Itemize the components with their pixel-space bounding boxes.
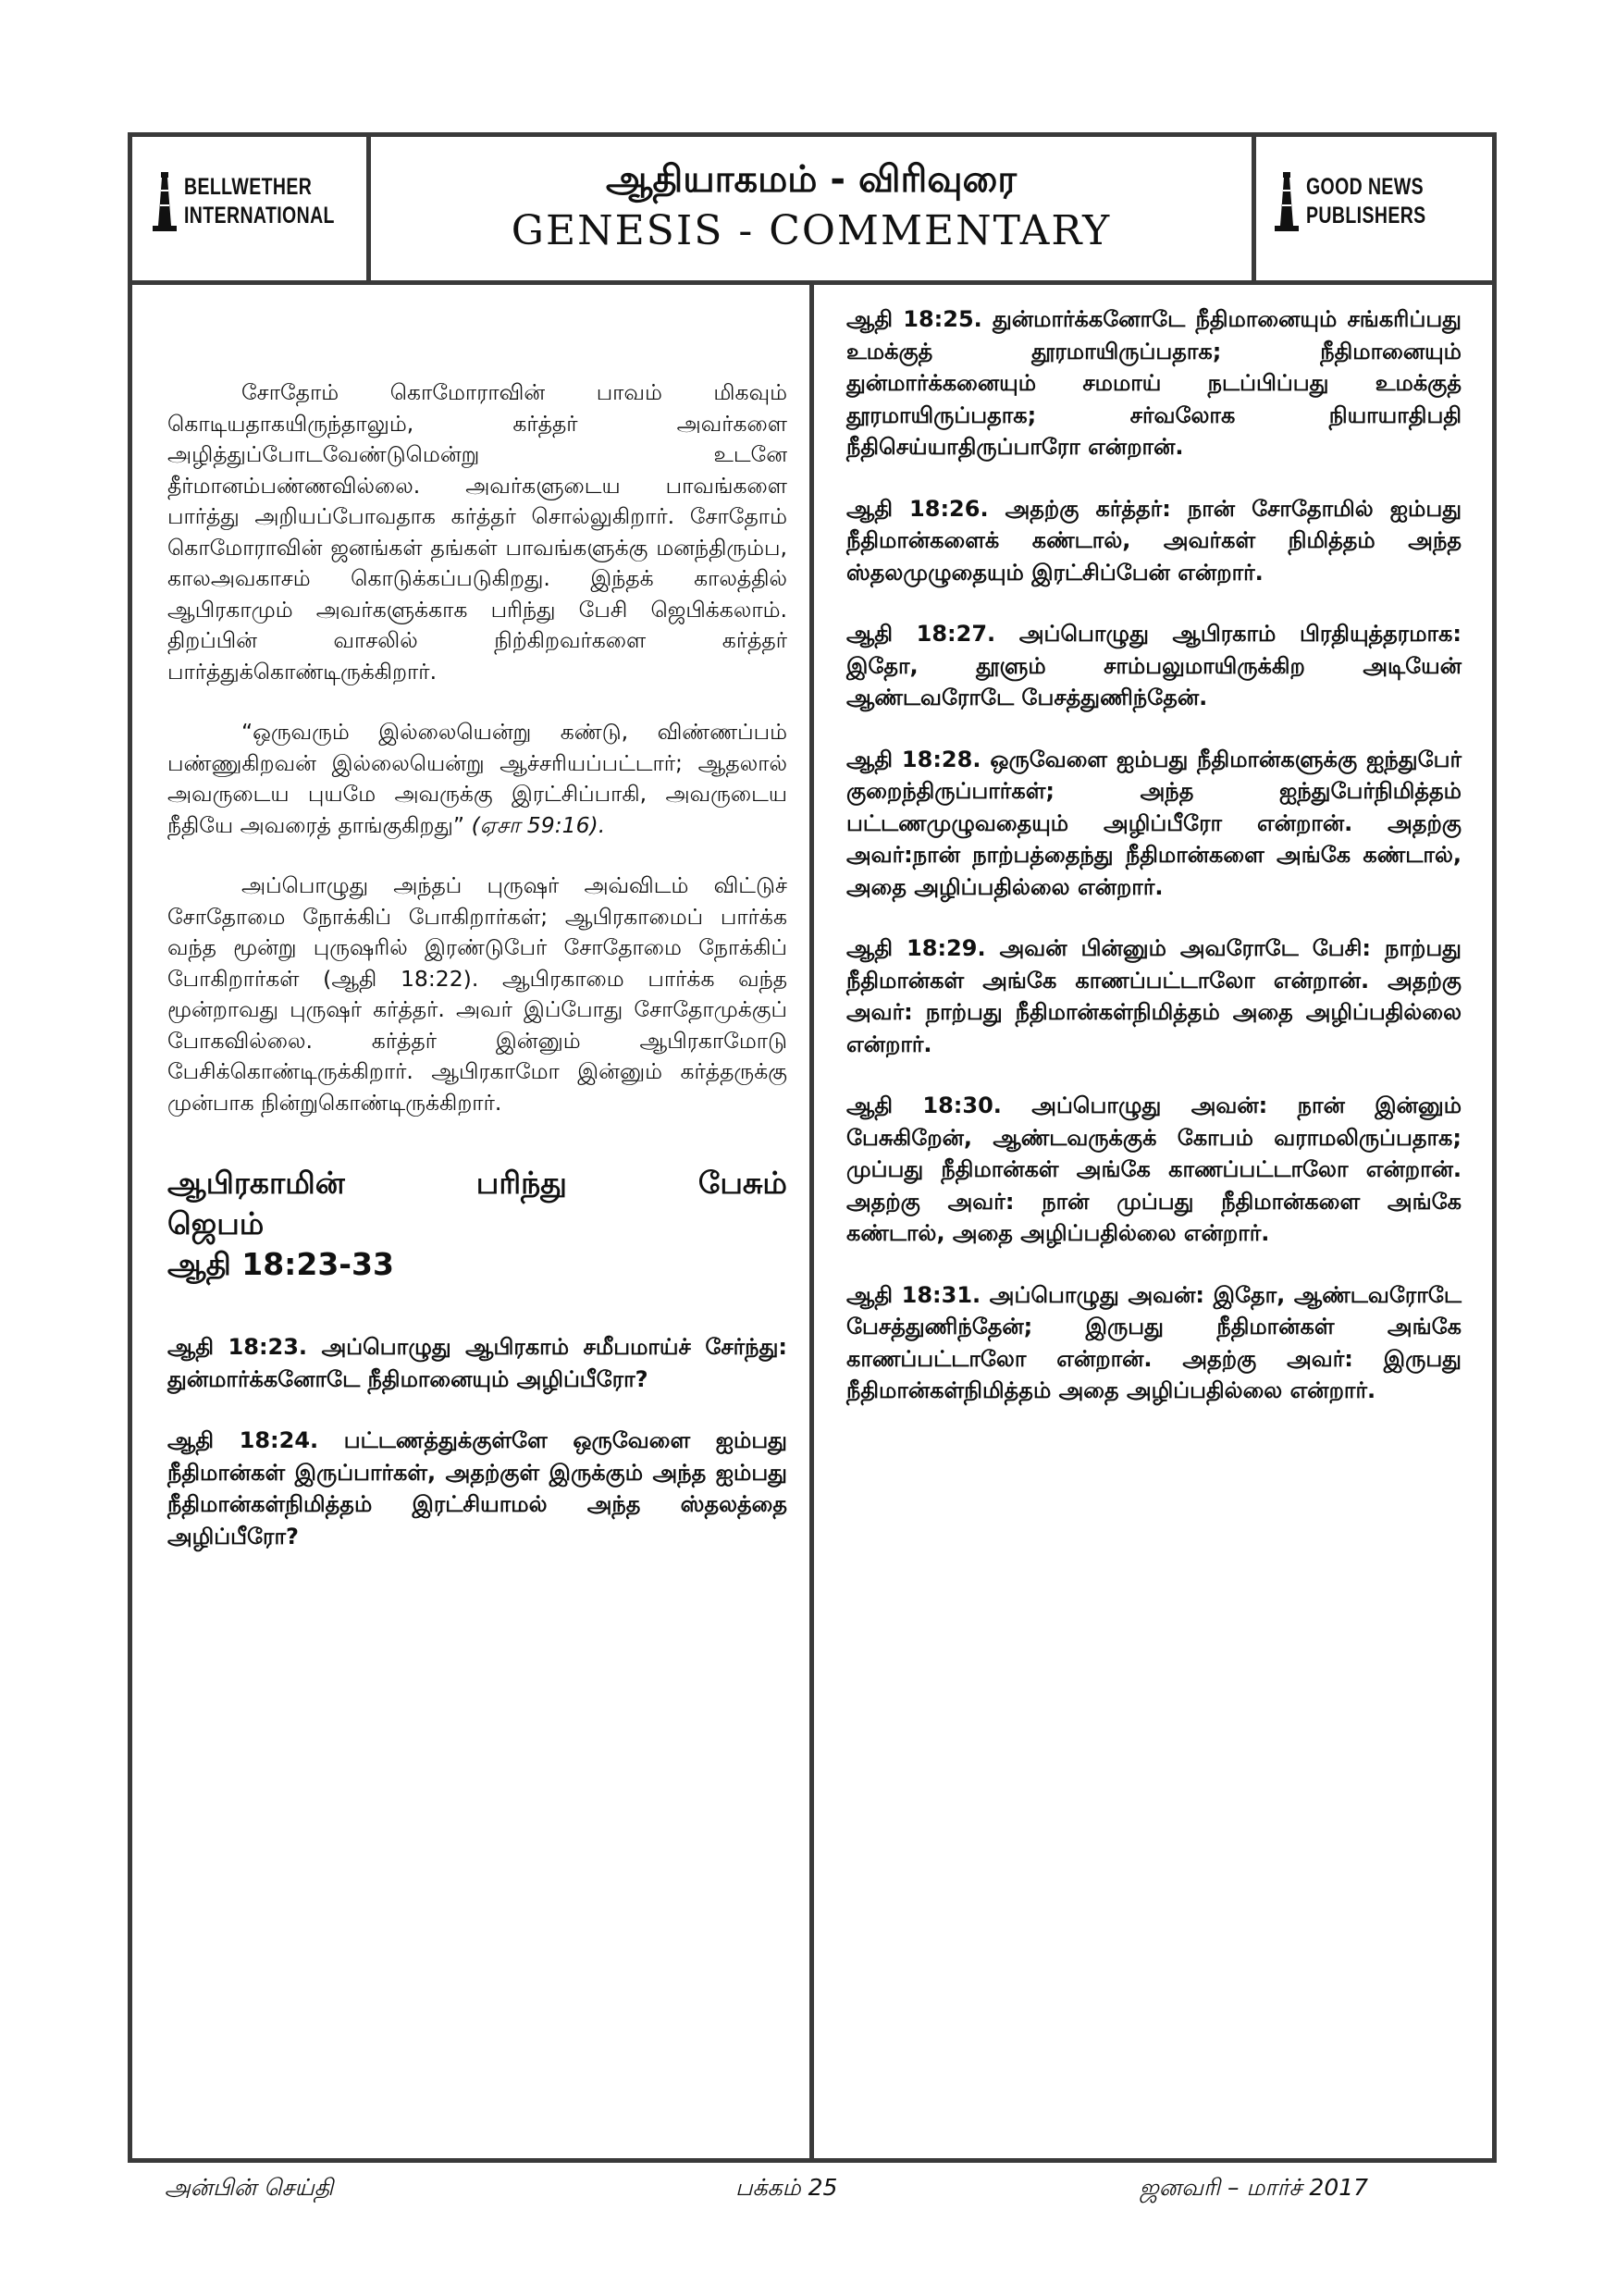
- verse-ref: ஆதி 18:26.: [846, 495, 989, 522]
- good-news-logo: [1275, 172, 1460, 231]
- verse-ref: ஆதி 18:28.: [846, 746, 981, 772]
- page-title-tamil: ஆதியாகமம் - விரிவுரை: [605, 158, 1018, 201]
- verse-text: அதற்கு கர்த்தர்: நான் சோதோமில் ஐம்பது நீதிமான்களைக் கண்டால், அவர்கள் நிமித்தம் அந்த ஸ்தலமுழுதையும் இரட்சிப்பேன் என்றார்.: [846, 495, 1462, 586]
- verse-ref: ஆதி 18:29.: [846, 935, 986, 961]
- left-column: [132, 285, 814, 2158]
- right-logo-cell: [1256, 137, 1492, 280]
- verse-ref: ஆதி 18:30.: [846, 1092, 1002, 1118]
- footer-issue-date: ஜனவரி – மார்ச் 2017: [1140, 2174, 1369, 2201]
- verse-18-30: [846, 1090, 1462, 1250]
- section-heading-word2: பரிந்து: [475, 1165, 567, 1201]
- page-title-english: GENESIS - COMMENTARY: [511, 207, 1112, 254]
- verse-18-25: [846, 303, 1462, 463]
- verse-18-24: [167, 1425, 787, 1552]
- verse-18-29: [846, 932, 1462, 1060]
- verse-ref: ஆதி 18:23.: [167, 1334, 308, 1360]
- left-logo-cell: [132, 137, 371, 280]
- footer-magazine-name: அன்பின் செய்தி: [165, 2174, 334, 2201]
- good-news-logo-line1: GOOD NEWS: [1306, 174, 1425, 200]
- section-heading-word1: ஆபிரகாமின்: [167, 1165, 345, 1201]
- bellwether-logo-line2: INTERNATIONAL: [184, 203, 335, 228]
- isaiah-citation: (ஏசா 59:16).: [464, 811, 606, 838]
- verse-18-28: [846, 744, 1462, 904]
- verse-ref: ஆதி 18:27.: [846, 621, 996, 647]
- bellwether-logo: [153, 172, 377, 231]
- paragraph-sodom-sin: சோதோம் கொமோராவின் பாவம் மிகவும் கொடியதாகயிருந்தாலும், கர்த்தர் அவர்களை அழித்துப்போடவேண்டுமென்று உடனே தீர்மானம்பண்ணவில்லை. அவர்களுடைய பாவங்களை பார்த்து அறியப்போவதாக கர்த்தர் சொல்லுகிறார். சோதோம் கொமோராவின் ஜனங்கள் தங்கள் பாவங்களுக்கு மனந்திரும்ப, காலஅவகாசம் கொடுக்கப்படுகிறது. இந்தக் காலத்தில் ஆபிரகாமும் அவர்களுக்காக பரிந்து பேசி ஜெபிக்கலாம். திறப்பின் வாசலில் நிற்கிறவர்களை கர்த்தர் பார்த்துக்கொண்டிருக்கிறார்.: [167, 379, 787, 685]
- verse-text: ஒருவேளை ஐம்பது நீதிமான்களுக்கு ஐந்துபேர் குறைந்திருப்பார்கள்; அந்த ஐந்துபேர்நிமித்தம் பட்டணமுழுவதையும் அழிப்பீரோ என்றான். அதற்கு அவர்:நான் நாற்பத்தைந்து நீதிமான்களை அங்கே கண்டால், அதை அழிப்பதில்லை என்றார்.: [846, 746, 1462, 900]
- paragraph-men-depart: அப்பொழுது அந்தப் புருஷர் அவ்விடம் விட்டுச் சோதோமை நோக்கிப் போகிறார்கள்; ஆபிரகாமைப் பார்க்க வந்த மூன்று புருஷரில் இரண்டுபேர் சோதோமை நோக்கிப் போகிறார்கள் (ஆதி 18:22). ஆபிரகாமை பார்க்க வந்த மூன்றாவது புருஷர் கர்த்தர். அவர் இப்போது சோதோமுக்குப் போகவில்லை. கர்த்தர் இன்னும் ஆபிரகாமோடு பேசிக்கொண்டிருக்கிறார். ஆபிரகாமோ இன்னும் கர்த்தருக்கு முன்பாக நின்றுகொண்டிருக்கிறார்.: [167, 872, 787, 1116]
- verse-text: அப்பொழுது ஆபிரகாம் சமீபமாய்ச் சேர்ந்து: துன்மார்க்கனோடே நீதிமானையும் அழிப்பீரோ?: [167, 1334, 787, 1392]
- section-heading-line2: ஜெபம்: [167, 1205, 265, 1241]
- verse-text: துன்மார்க்கனோடே நீதிமானையும் சங்கரிப்பது உமக்குத் தூரமாயிருப்பதாக; நீதிமானையும் துன்மார்க்கனையும் சமமாய் நடப்பிப்பது உமக்குத் தூரமாயிருப்பதாக; சர்வலோக நியாயாதிபதி நீதிசெய்யாதிருப்பாரோ என்றான்.: [846, 306, 1462, 460]
- page-body: [132, 285, 1492, 2158]
- page-header: [132, 137, 1492, 285]
- verse-18-27: [846, 618, 1462, 714]
- lighthouse-icon: [153, 172, 177, 231]
- verse-ref: ஆதி 18:25.: [846, 306, 982, 332]
- good-news-logo-line2: PUBLISHERS: [1306, 203, 1426, 228]
- isaiah-quote-text: “ஒருவரும் இல்லையென்று கண்டு, விண்ணப்பம் பண்ணுகிறவன் இல்லையென்று ஆச்சரியப்பட்டார்; ஆதலால் அவருடைய புயமே அவருக்கு இரட்சிப்பாகி, அவருடைய நீதியே அவரைத் தாங்குகிறது”: [167, 719, 787, 838]
- section-heading-word3: பேசும்: [697, 1165, 787, 1201]
- page-footer: [0, 2174, 1616, 2220]
- verse-text: அப்பொழுது ஆபிரகாம் பிரதியுத்தரமாக: இதோ, தூளும் சாம்பலுமாயிருக்கிற அடியேன் ஆண்டவரோடே பேசத்துணிந்தேன்.: [846, 621, 1462, 710]
- verse-text: அவன் பின்னும் அவரோடே பேசி: நாற்பது நீதிமான்கள் அங்கே காணப்பட்டாலோ என்றான். அதற்கு அவர்: நாற்பது நீதிமான்கள்நிமித்தம் அதை அழிப்பதில்லை என்றார்.: [846, 935, 1462, 1057]
- verse-18-26: [846, 493, 1462, 589]
- verse-text: அப்பொழுது அவன்: இதோ, ஆண்டவரோடே பேசத்துணிந்தேன்; இருபது நீதிமான்கள் அங்கே காணப்பட்டாலோ என்றான். அதற்கு அவர்: இருபது நீதிமான்கள்நிமித்தம் அதை அழிப்பதில்லை என்றார்.: [846, 1281, 1462, 1403]
- section-heading: [167, 1163, 787, 1285]
- footer-page-number: பக்கம் 25: [735, 2174, 838, 2201]
- paragraph-isaiah-quote: [167, 717, 787, 841]
- verse-text: அப்பொழுது அவன்: நான் இன்னும் பேசுகிறேன், ஆண்டவருக்குக் கோபம் வராமலிருப்பதாக; முப்பது நீதிமான்கள் அங்கே காணப்பட்டாலோ என்றான். அதற்கு அவர்: நான் முப்பது நீதிமான்களை அங்கே கண்டால், அதை அழிப்பதில்லை என்றார்.: [846, 1092, 1462, 1246]
- verse-ref: ஆதி 18:31.: [846, 1281, 981, 1308]
- page-frame: [128, 132, 1497, 2163]
- title-cell: [371, 137, 1256, 280]
- right-column: [814, 285, 1492, 2158]
- verse-18-31: [846, 1279, 1462, 1407]
- lighthouse-icon: [1275, 172, 1299, 231]
- bellwether-logo-line1: BELLWETHER: [184, 174, 313, 200]
- verse-18-23: [167, 1331, 787, 1395]
- verse-text: பட்டணத்துக்குள்ளே ஒருவேளை ஐம்பது நீதிமான்கள் இருப்பார்கள், அதற்குள் இருக்கும் அந்த ஐம்பது நீதிமான்கள்நிமித்தம் இரட்சியாமல் அந்த ஸ்தலத்தை அழிப்பீரோ?: [167, 1427, 787, 1549]
- verse-ref: ஆதி 18:24.: [167, 1427, 319, 1453]
- section-heading-reference: ஆதி 18:23-33: [167, 1246, 394, 1282]
